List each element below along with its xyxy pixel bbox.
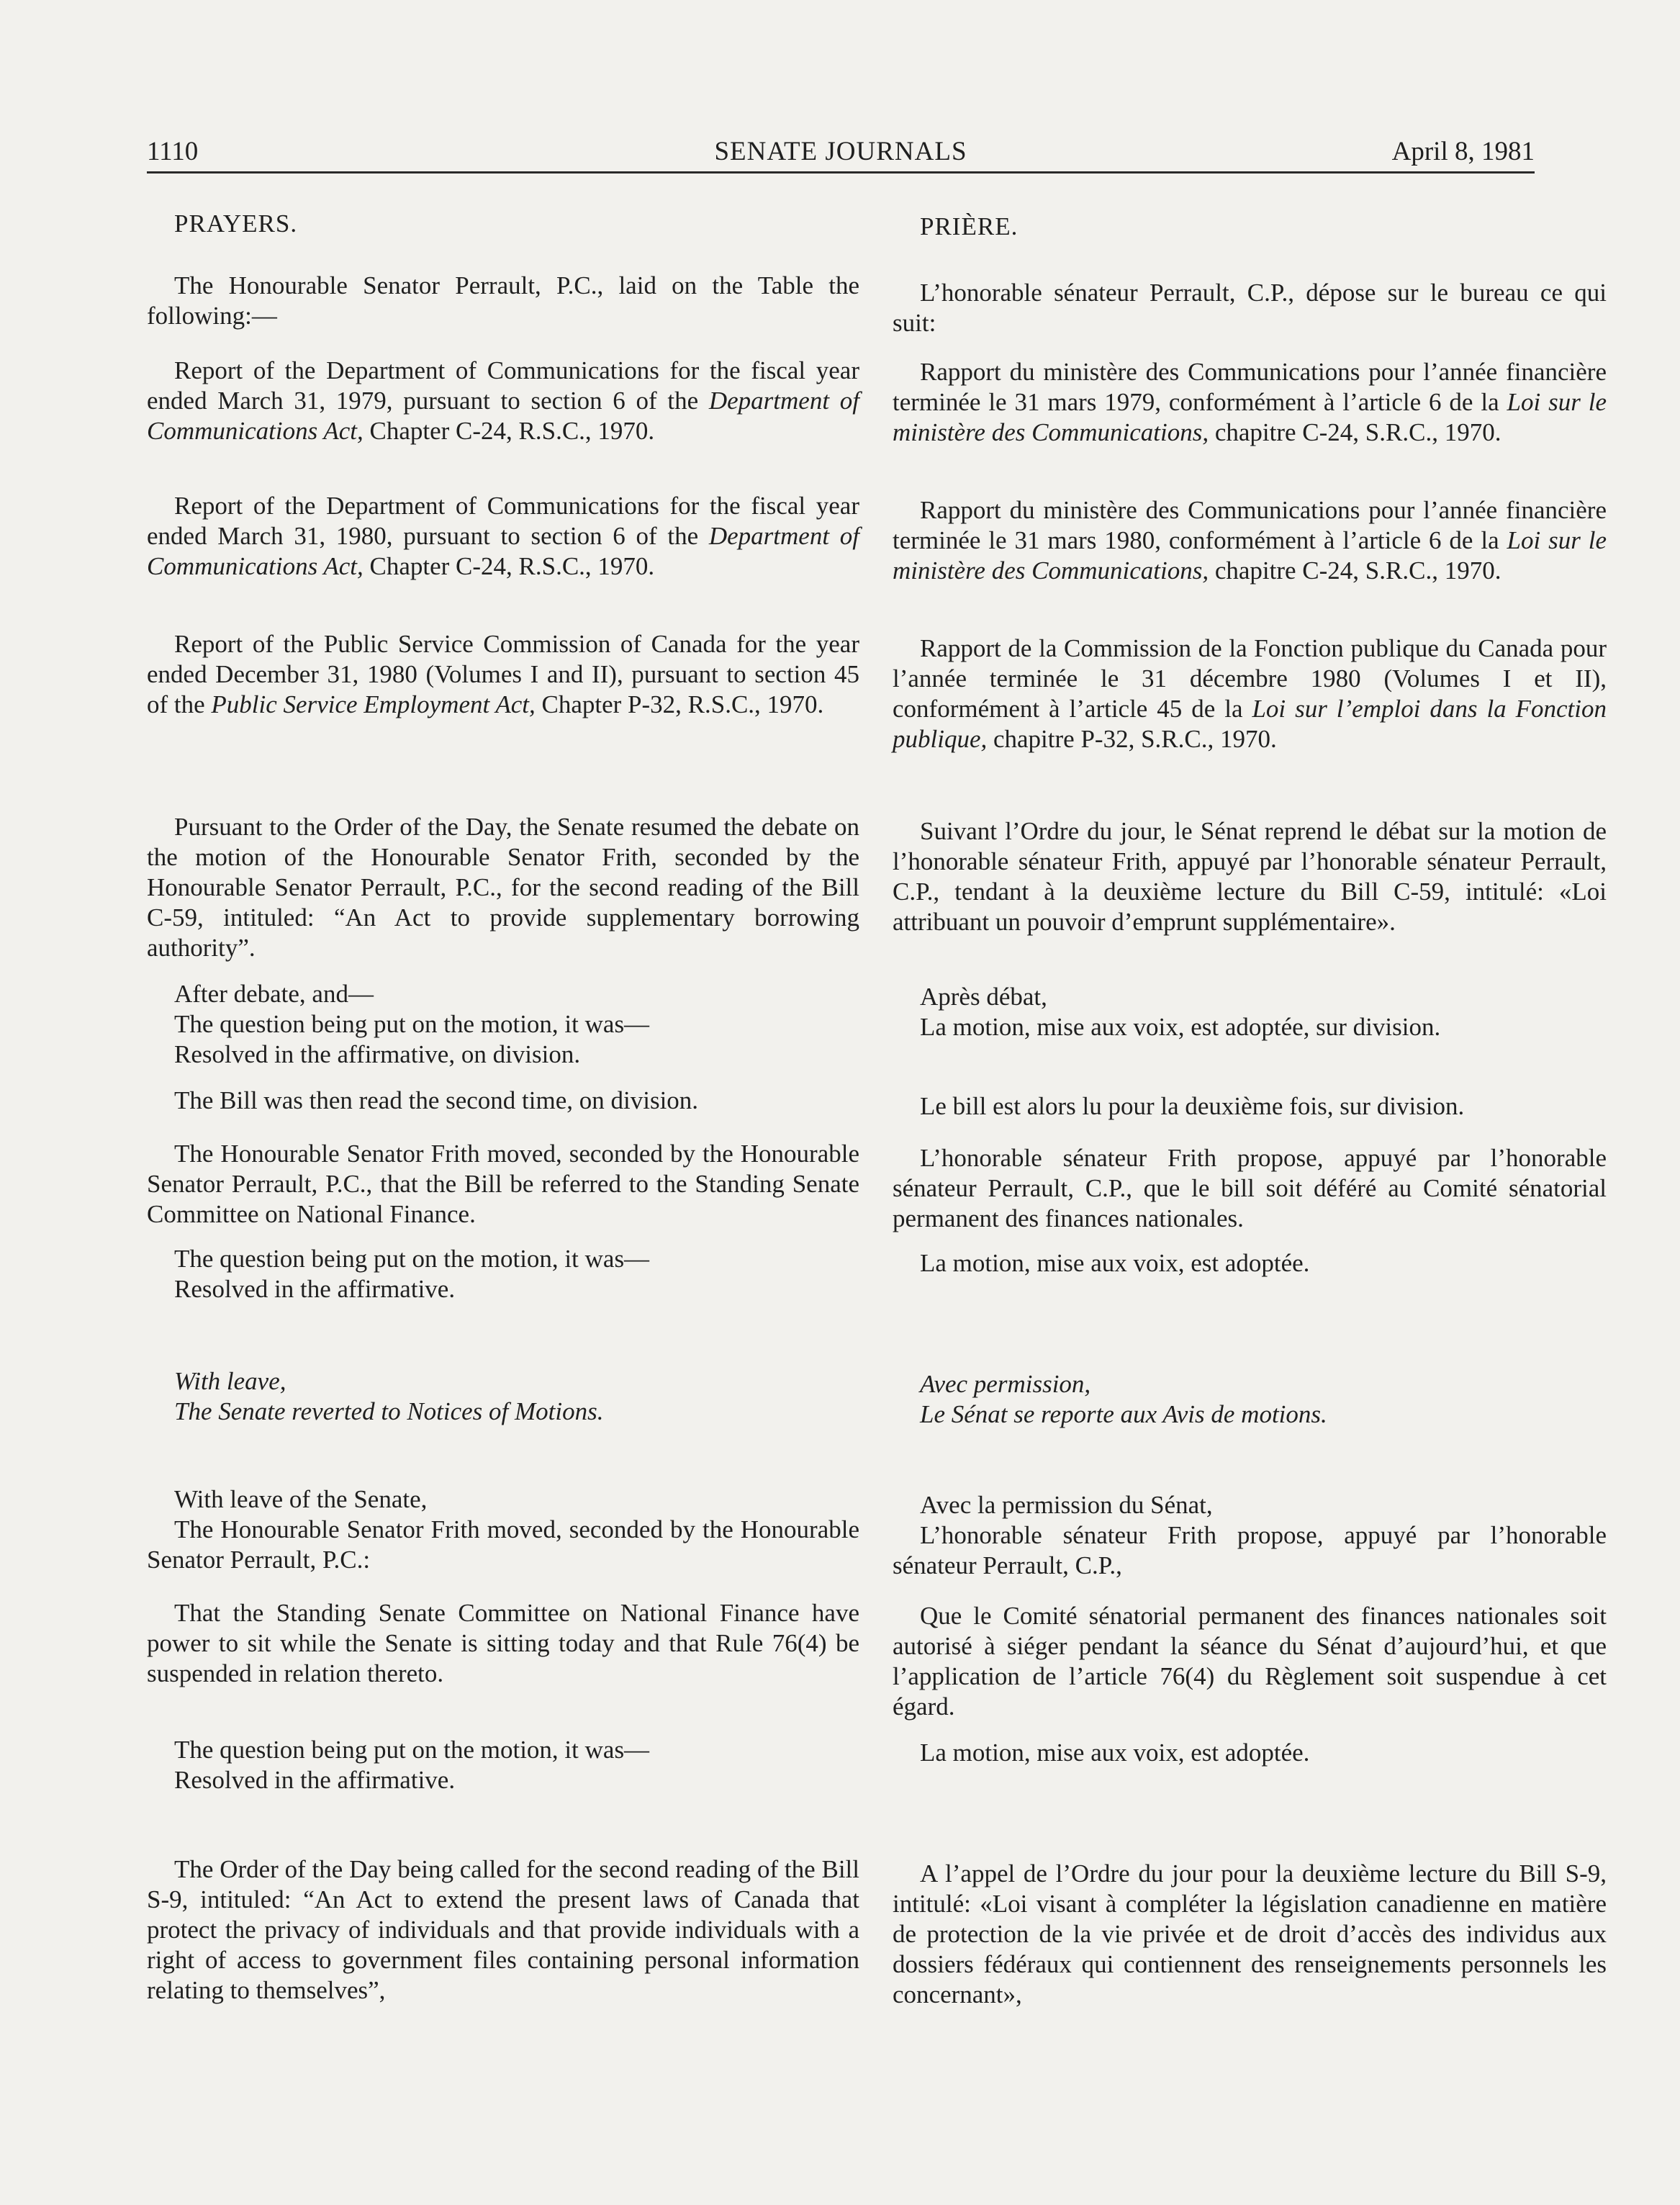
reverted-notices: The Senate reverted to Notices of Motions. xyxy=(174,1397,604,1425)
report-2 xyxy=(147,491,859,582)
report-3-text: Report of the Public Service Commission of Canada for the year ended December 31, 1980 (Volumes I and II), pursuant to section 45 of the xyxy=(147,630,859,718)
rapport-1 xyxy=(893,357,1607,448)
resolved-3: Resolved in the affirmative. xyxy=(174,1766,456,1794)
report-1 xyxy=(147,356,859,446)
frith-moved: The Honourable Senator Frith moved, seconded by the Honourable Senator Perrault, P.C.: xyxy=(147,1515,859,1574)
leave-block xyxy=(147,1366,887,1427)
after-debate-block xyxy=(147,979,887,1070)
rapport-3 xyxy=(893,633,1607,754)
permission-block xyxy=(893,1369,1634,1430)
report-1-act: Department of Communications Act, xyxy=(147,387,859,445)
debate-resumed: Pursuant to the Order of the Day, the Senate resumed the debate on the motion of the Honourable Senator Frith, seconded by the Honourable Senator Perrault, P.C., for the second reading of the Bill C-59, intituled: “An Act to provide supplementary borrowing authority”. xyxy=(147,813,859,962)
resolved-2: Resolved in the affirmative. xyxy=(174,1275,456,1303)
rapport-1-text: Rapport du ministère des Communications pour l’année financière terminée le 31 mars 1979, conformément à l’article 6 de la xyxy=(893,358,1607,416)
depose-intro: L’honorable sénateur Perrault, C.P., dépose sur le bureau ce qui suit: xyxy=(893,279,1607,337)
question-put-1: The question being put on the motion, it was— xyxy=(174,1010,650,1038)
renvoi-motion: L’honorable sénateur Frith propose, appuyé par l’honorable sénateur Perrault, C.P., que le bill soit déféré au Comité sénatorial permanent des finances nationales. xyxy=(893,1144,1607,1232)
rapport-3-text: Rapport de la Commission de la Fonction publique du Canada pour l’année terminée le 31 décembre 1980 (Volumes I et II), conformément à l’article 45 de la xyxy=(893,634,1607,723)
question-put-3: The question being put on the motion, it was— xyxy=(174,1736,650,1764)
rapport-3-loi: Loi sur l’emploi dans la Fonction publique, xyxy=(893,695,1607,753)
rapport-2-text: Rapport du ministère des Communications pour l’année financière terminée le 31 mars 1980, conformément à l’article 6 de la xyxy=(893,496,1607,554)
report-1-citation: Chapter C-24, R.S.C., 1970. xyxy=(363,417,655,445)
referral-motion: The Honourable Senator Frith moved, seconded by the Honourable Senator Perrault, P.C., that the Bill be referred to the Standing Senate Committee on National Finance. xyxy=(147,1140,859,1228)
report-2-citation: Chapter C-24, R.S.C., 1970. xyxy=(363,552,655,580)
question-put-2: The question being put on the motion, it was— xyxy=(174,1245,650,1273)
motion-adoptee-2: La motion, mise aux voix, est adoptée. xyxy=(920,1739,1310,1767)
rapport-2-loi: Loi sur le ministère des Communications, xyxy=(893,526,1607,585)
rapport-2-citation: chapitre C-24, S.R.C., 1970. xyxy=(1209,556,1501,585)
priere-heading: PRIÈRE. xyxy=(920,212,1019,240)
report-3 xyxy=(147,629,859,720)
report-3-act: Public Service Employment Act, xyxy=(211,690,536,718)
comite-autorise: Que le Comité sénatorial permanent des finances nationales soit autorisé à siéger pendant la séance du Sénat d’aujourd’hui, et que l’application de l’article 76(4) du Règlement soit suspendue à cet égard. xyxy=(893,1602,1607,1721)
resolved-division: Resolved in the affirmative, on division. xyxy=(174,1040,581,1068)
appel-s9: A l’appel de l’Ordre du jour pour la deuxième lecture du Bill S-9, intitulé: «Loi visant à compléter la législation canadienne en matière de protection de la vie privée et de droit d’accès des individus aux dossiers fédéraux qui contiennent des renseignements personnels les concernant», xyxy=(893,1859,1607,2008)
apres-debat: Après débat, xyxy=(920,983,1047,1011)
report-2-act: Department of Communications Act, xyxy=(147,522,859,580)
rapport-1-loi: Loi sur le ministère des Communications, xyxy=(893,388,1607,446)
report-3-citation: Chapter P-32, R.S.C., 1970. xyxy=(535,690,824,718)
permission-senat: Avec la permission du Sénat, xyxy=(920,1491,1213,1519)
avec-permission: Avec permission, xyxy=(920,1370,1091,1398)
rapport-1-citation: chapitre C-24, S.R.C., 1970. xyxy=(1209,418,1501,446)
rapport-3-citation: chapitre P-32, S.R.C., 1970. xyxy=(987,725,1277,753)
debat-reprend: Suivant l’Ordre du jour, le Sénat reprend le débat sur la motion de l’honorable sénateur Frith, appuyé par l’honorable sénateur Perrault, C.P., tendant à la deuxième lecture du Bill C-59, intitulé: «Loi attribuant un pouvoir d’emprunt supplémentaire». xyxy=(893,817,1607,936)
journal-date: April 8, 1981 xyxy=(1391,137,1535,166)
tabled-intro: The Honourable Senator Perrault, P.C., laid on the Table the following:— xyxy=(147,271,859,330)
prayers-heading: PRAYERS. xyxy=(174,209,298,238)
rapport-2 xyxy=(893,495,1607,586)
leave-of-senate: With leave of the Senate, xyxy=(174,1485,428,1513)
motion-division: La motion, mise aux voix, est adoptée, sur division. xyxy=(920,1013,1441,1041)
with-leave: With leave, xyxy=(174,1367,286,1395)
header-rule xyxy=(147,171,1535,173)
apres-debat-block xyxy=(893,982,1634,1042)
deuxieme-lecture-resultat: Le bill est alors lu pour la deuxième fois, sur division. xyxy=(920,1092,1465,1120)
order-s9: The Order of the Day being called for the second reading of the Bill S-9, intituled: “An Act to extend the present laws of Canada that protect the privacy of individuals and that provide individuals with a right of access to government files containing personal information relating to themselves”, xyxy=(147,1855,859,2004)
question-block-3 xyxy=(147,1735,887,1795)
committee-power-motion: That the Standing Senate Committee on National Finance have power to sit while the Senate is sitting today and that Rule 76(4) be suspended in relation thereto. xyxy=(147,1599,859,1687)
running-header xyxy=(147,134,1535,174)
journal-title: SENATE JOURNALS xyxy=(714,137,967,166)
second-reading-result: The Bill was then read the second time, on division. xyxy=(174,1086,699,1114)
question-block-2 xyxy=(147,1244,887,1304)
motion-adoptee-1: La motion, mise aux voix, est adoptée. xyxy=(920,1249,1310,1277)
after-debate: After debate, and— xyxy=(174,980,374,1008)
se-reporte-avis: Le Sénat se reporte aux Avis de motions. xyxy=(920,1400,1327,1428)
frith-propose: L’honorable sénateur Frith propose, appuyé par l’honorable sénateur Perrault, C.P., xyxy=(893,1521,1607,1579)
page-number: 1110 xyxy=(147,137,199,166)
report-2-text: Report of the Department of Communications for the fiscal year ended March 31, 1980, pursuant to section 6 of the xyxy=(147,492,859,550)
report-1-text: Report of the Department of Communications for the fiscal year ended March 31, 1979, pursuant to section 6 of the xyxy=(147,356,859,415)
